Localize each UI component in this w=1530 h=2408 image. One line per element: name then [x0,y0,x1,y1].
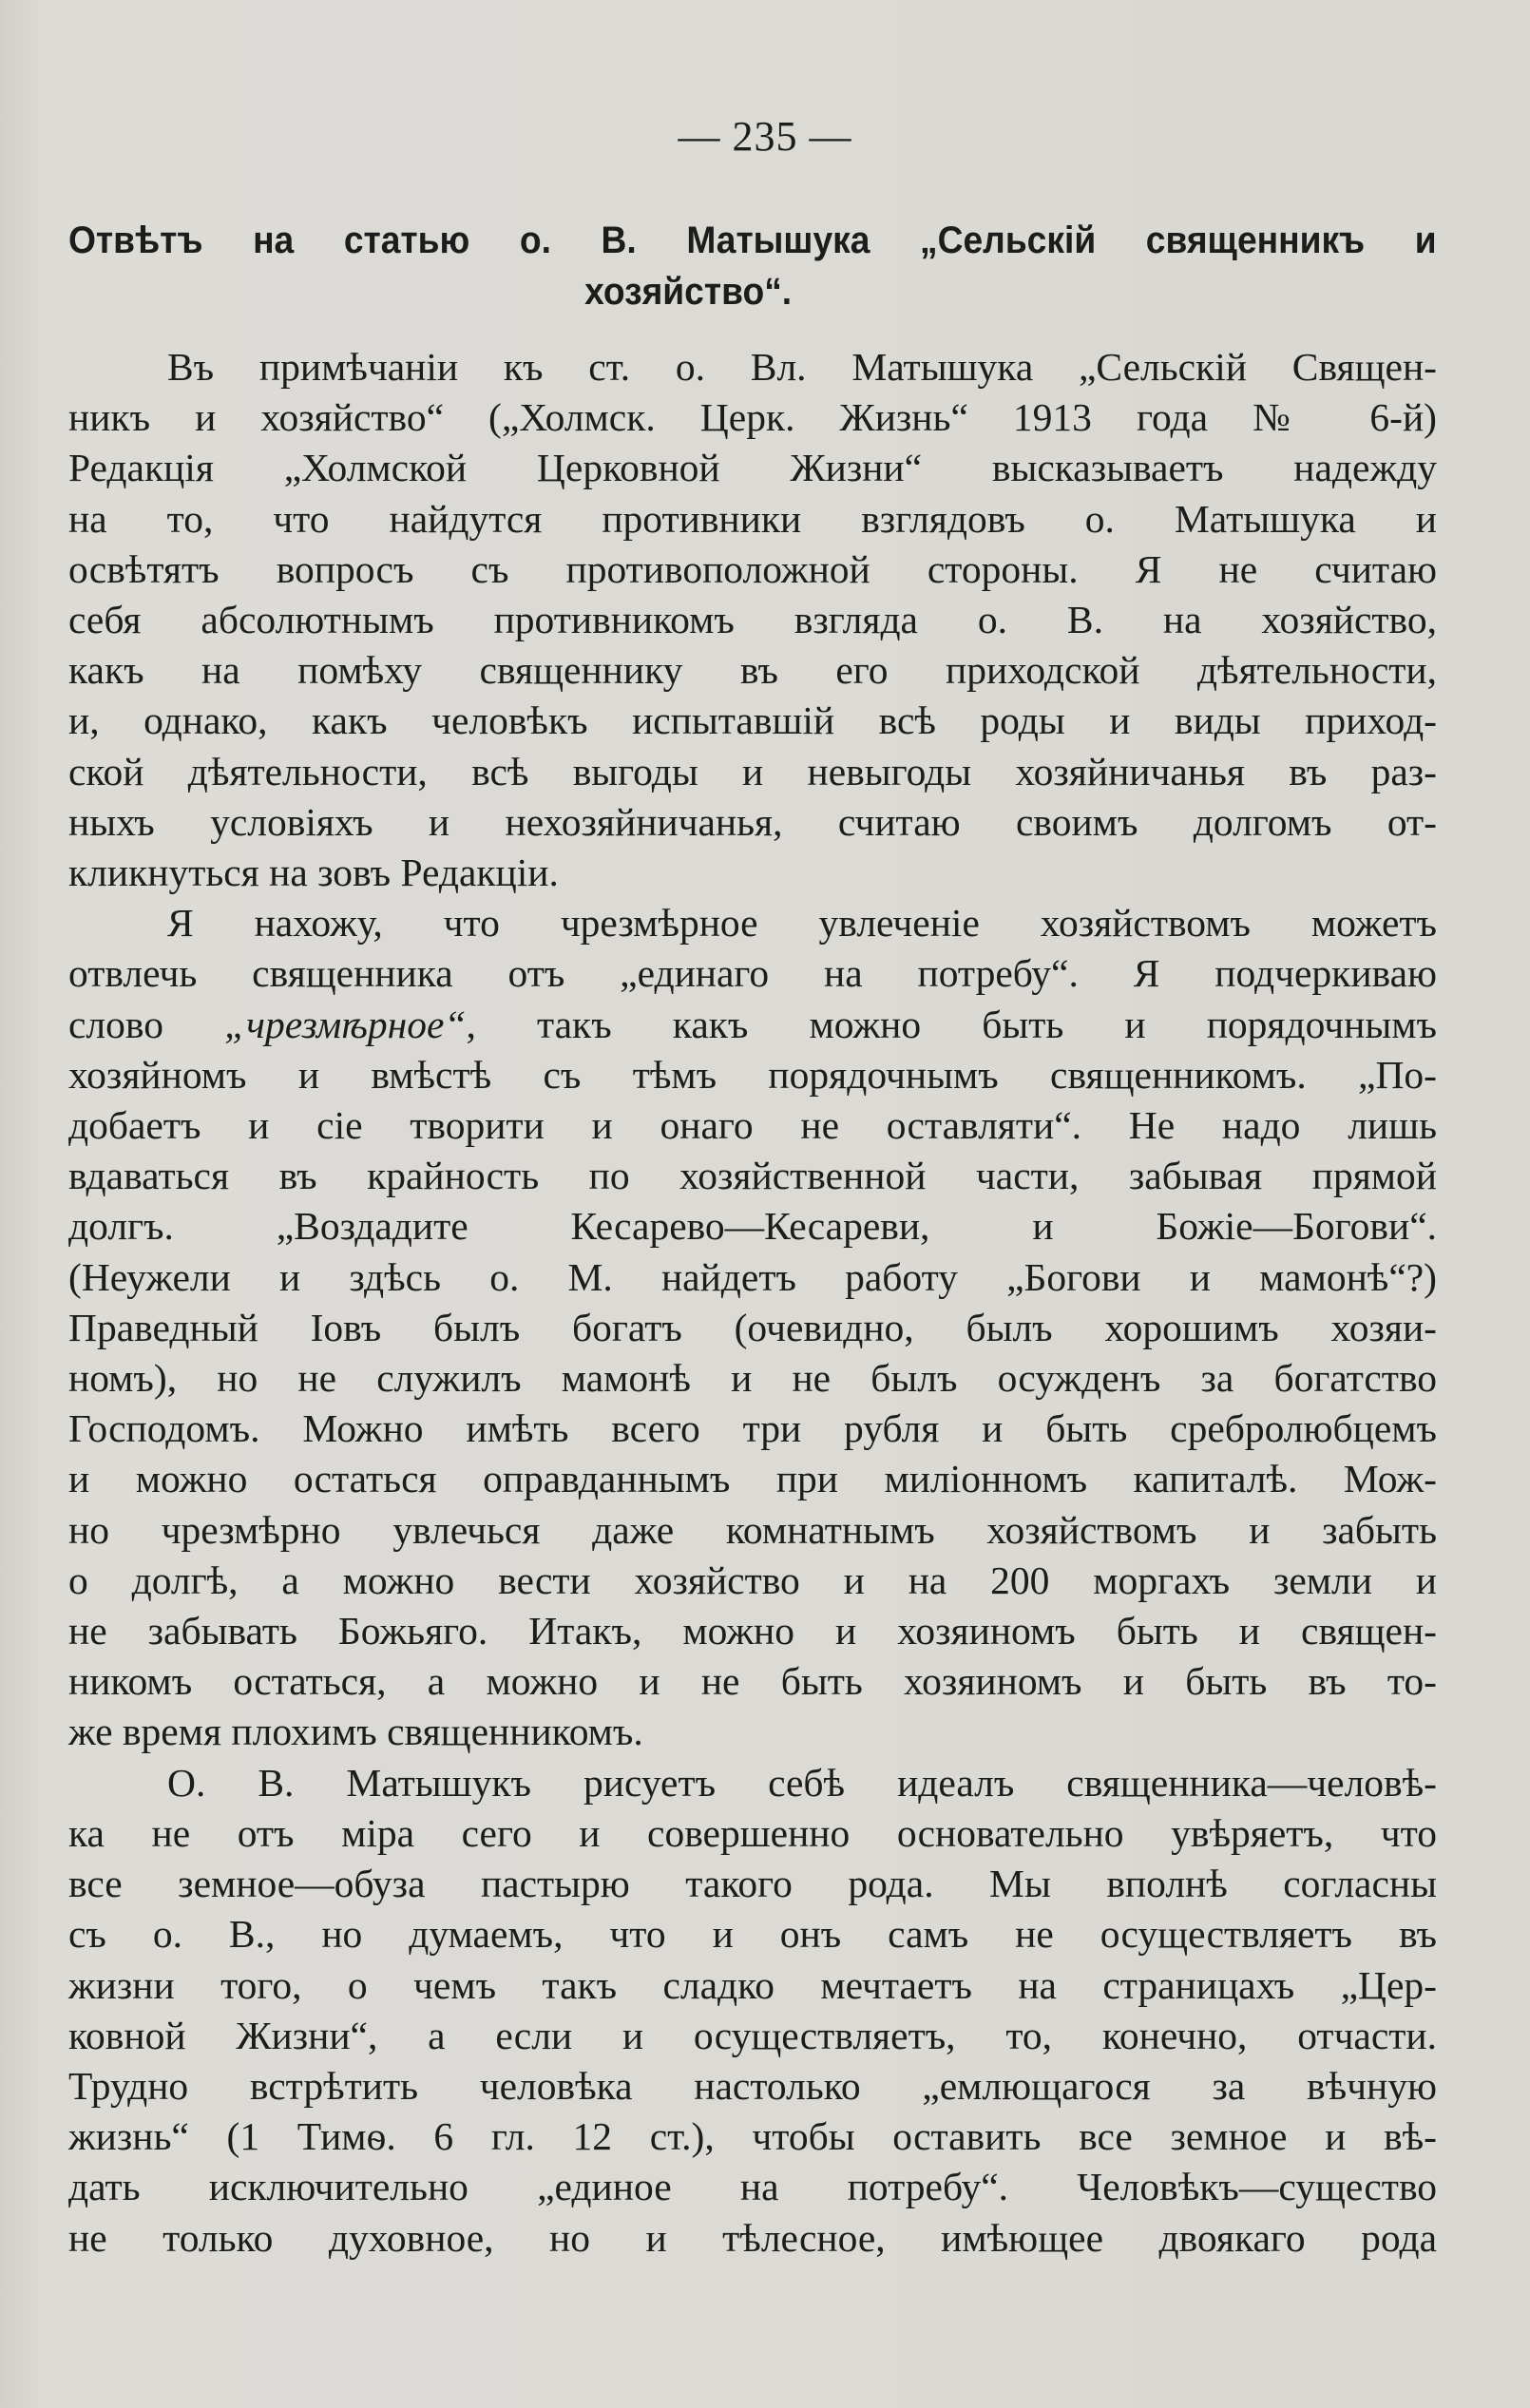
text-line: на то, что найдутся противники взглядовъ о. Матышука и [68,496,1437,541]
title-line: хозяйство“. [584,271,793,313]
text-line: слово „чрезмѣрное“, такъ какъ можно быть и порядочнымъ [68,1002,1437,1046]
text-line: Я нахожу, что чрезмѣрное увлеченіе хозяйствомъ можетъ [167,901,1437,946]
text-line: Господомъ. Можно имѣть всего три рубля и быть сребролюбцемъ [68,1406,1437,1451]
emphasized-word: „чрезмѣрное“ [224,1002,467,1046]
text-line: и можно остаться оправданнымъ при миліонномъ капиталѣ. Мож- [68,1457,1437,1501]
text-line: не только духовное, но и тѣлесное, имѣющее двоякаго рода [68,2215,1437,2260]
text-line: но чрезмѣрно увлечься даже комнатнымъ хозяйствомъ и забыть [68,1507,1437,1552]
text-line: добаетъ и сіе творити и онаго не оставляти“. Не надо лишь [68,1103,1437,1148]
text-line: жизнь“ (1 Тимѳ. 6 гл. 12 ст.), чтобы оставить все земное и вѣ- [68,2114,1437,2159]
text-line: Въ примѣчаніи къ ст. о. Вл. Матышука „Сельскій Священ- [167,345,1437,389]
page-content [68,215,1437,2264]
text-line: себя абсолютнымъ противникомъ взгляда о. В. на хозяйство, [68,598,1437,642]
text-line: о долгѣ, а можно вести хозяйство и на 200 моргахъ земли и [68,1558,1437,1602]
text-line: Праведный Іовъ былъ богатъ (очевидно, былъ хорошимъ хозяи- [68,1305,1437,1349]
text-line: никомъ остаться, а можно и не быть хозяиномъ и быть въ то- [68,1659,1437,1704]
text-line: кликнуться на зовъ Редакціи. [68,850,559,895]
text-line: ской дѣятельности, всѣ выгоды и невыгоды хозяйничанья въ раз- [68,749,1437,793]
text-line: номъ), но не служилъ мамонѣ и не былъ осужденъ за богатство [68,1356,1437,1401]
text-line: ныхъ условіяхъ и нехозяйничанья, считаю своимъ долгомъ от- [68,799,1437,844]
text-line: съ о. В., но думаемъ, что и онъ самъ не осуществляетъ въ [68,1912,1437,1957]
paragraph-1 [68,342,1437,898]
title-line: Отвѣтъ на статью о. В. Матышука „Сельскій священникъ и [68,220,1437,261]
text-line: никъ и хозяйство“ („Холмск. Церк. Жизнь“ 1913 года № 6-й) [68,395,1437,440]
text-line: освѣтятъ вопросъ съ противоположной стороны. Я не считаю [68,546,1437,591]
text-line: же время плохимъ священникомъ. [68,1710,643,1754]
text-line: не забывать Божьяго. Итакъ, можно и хозяиномъ быть и священ- [68,1609,1437,1653]
text-line: какъ на помѣху священнику въ его приходской дѣятельности, [68,648,1437,693]
article-title [68,215,1437,317]
text-line: все земное—обуза пастырю такого рода. Мы вполнѣ согласны [68,1862,1437,1906]
text-line: жизни того, о чемъ такъ сладко мечтаетъ на страницахъ „Цер- [68,1962,1437,2007]
text-line: вдаваться въ крайность по хозяйственной части, забывая прямой [68,1154,1437,1198]
text-line: О. В. Матышукъ рисуетъ себѣ идеалъ священника—человѣ- [167,1760,1437,1805]
paragraph-3 [68,1758,1437,2264]
text-line: Трудно встрѣтить человѣка настолько „емлющагося за вѣчную [68,2063,1437,2108]
text-line: хозяйномъ и вмѣстѣ съ тѣмъ порядочнымъ священникомъ. „По- [68,1052,1437,1097]
text-line: ка не отъ міра сего и совершенно основательно увѣряетъ, что [68,1810,1437,1855]
paragraph-2 [68,898,1437,1757]
text-line: долгъ. „Воздадите Кесарево—Кесареви, и Божіе—Богови“. [68,1204,1437,1249]
text-line: и, однако, какъ человѣкъ испытавшій всѣ роды и виды приход- [68,698,1437,743]
page-number: — 235 — [678,113,852,160]
text-line: дать исключительно „единое на потребу“. Человѣкъ—существо [68,2165,1437,2209]
text-line: Редакція „Холмской Церковной Жизни“ высказываетъ надежду [68,446,1437,490]
text-line: (Неужели и здѣсь о. М. найдетъ работу „Богови и мамонѣ“?) [68,1254,1437,1299]
text-line: ковной Жизни“, а если и осуществляетъ, то, конечно, отчасти. [68,2013,1437,2057]
text-line: отвлечь священника отъ „единаго на потребу“. Я подчеркиваю [68,951,1437,996]
